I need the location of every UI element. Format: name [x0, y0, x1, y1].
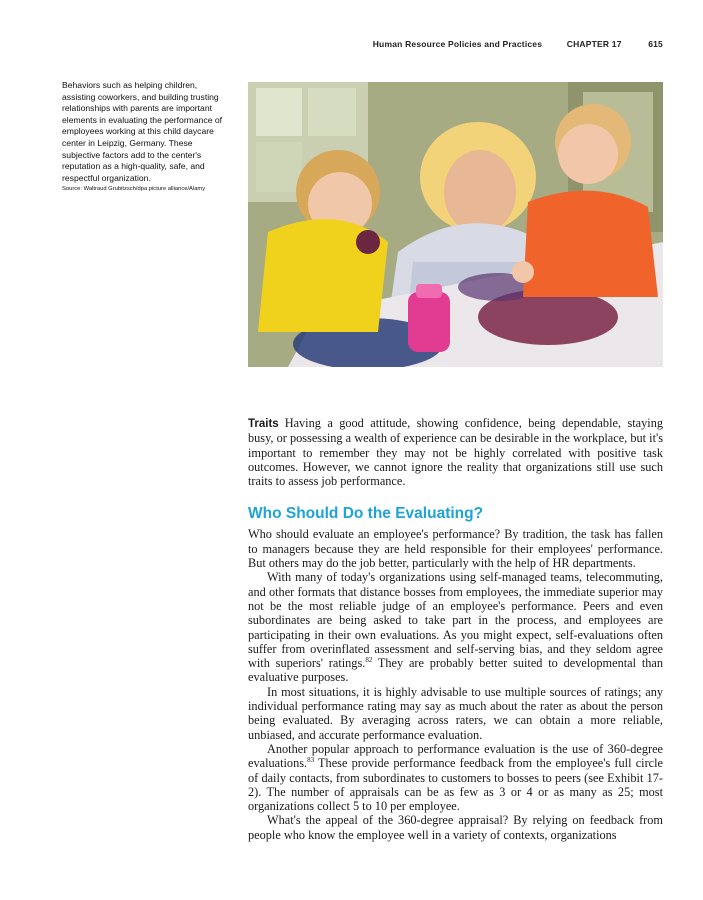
- caption-credit: Source: Waltraud Grubitzsch/dpa picture alliance/Alamy: [62, 186, 206, 193]
- paragraph-3: In most situations, it is highly advisable to use multiple sources of ratings; any individual performance rating may say as much about the rater as about the person being evaluated. By averaging across raters, we can obtain a more reliable, unbiased, and accurate performance evaluation.: [248, 684, 663, 742]
- running-head-section: Human Resource Policies and Practices: [372, 39, 543, 49]
- endnote-83: 83: [307, 756, 315, 765]
- daycare-photo: [248, 82, 663, 367]
- paragraph-4-text-a: Another popular approach to performance evaluation is the use of 360-degree evaluations.: [248, 741, 663, 771]
- page-number: 615: [648, 39, 663, 49]
- traits-text: Having a good attitude, showing confidence, being dependable, staying busy, or possessing a wealth of experience can be desirable in the workplace, but it's important to remember they may not be highly correlated with positive task outcomes. However, we cannot ignore the reality that organizations still use such traits to assess job performance.: [248, 416, 663, 489]
- photo-caption: [62, 80, 230, 193]
- running-head: [373, 39, 663, 49]
- traits-paragraph: [248, 416, 663, 488]
- endnote-82: 82: [365, 656, 373, 665]
- running-head-chapter: CHAPTER 17: [566, 39, 622, 49]
- paragraph-2: [248, 570, 663, 684]
- paragraph-5: What's the appeal of the 360-degree appraisal? By relying on feedback from people who know the employee well in a variety of contexts, organizations: [248, 813, 663, 842]
- section-heading: Who Should Do the Evaluating?: [248, 505, 484, 523]
- paragraph-2-text-b: They are probably better suited to developmental than evaluative purposes.: [248, 656, 663, 685]
- caption-text: Behaviors such as helping children, assisting coworkers, and building trusting relationships with parents are important elements in evaluating the performance of employees working at this child daycare center in Leipzig, Germany. These subjective factors add to the center's reputation as a high-quality, safe, and respectful organization.: [62, 80, 223, 183]
- traits-run-in-head: Traits: [248, 418, 279, 430]
- paragraph-4-text-b: These provide performance feedback from the employee's full circle of daily contacts, from subordinates to customers to bosses to peers (see Exhibit 17-2). The number of appraisals can be as few as 3 or 4 or as many as 25; most organizations collect 5 to 10 per employee.: [248, 756, 663, 814]
- paragraph-1: Who should evaluate an employee's performance? By tradition, the task has fallen to managers because they are held responsible for their employees' performance. But others may do the job better, particularly with the help of HR departments.: [248, 527, 663, 571]
- paragraph-4: [248, 742, 663, 813]
- paragraph-2-text-a: With many of today's organizations using self-managed teams, telecommuting, and other formats that distance bosses from employees, the immediate superior may not be the most reliable judge of an employee's performance. Peers and even subordinates are being asked to take part in the process, and employees are participating in their own evaluations. As you might expect, self-evaluations often suffer from overinflated assessment and self-serving bias, and they seldom agree with superiors' ratings.: [248, 570, 663, 671]
- body-text: [248, 416, 663, 842]
